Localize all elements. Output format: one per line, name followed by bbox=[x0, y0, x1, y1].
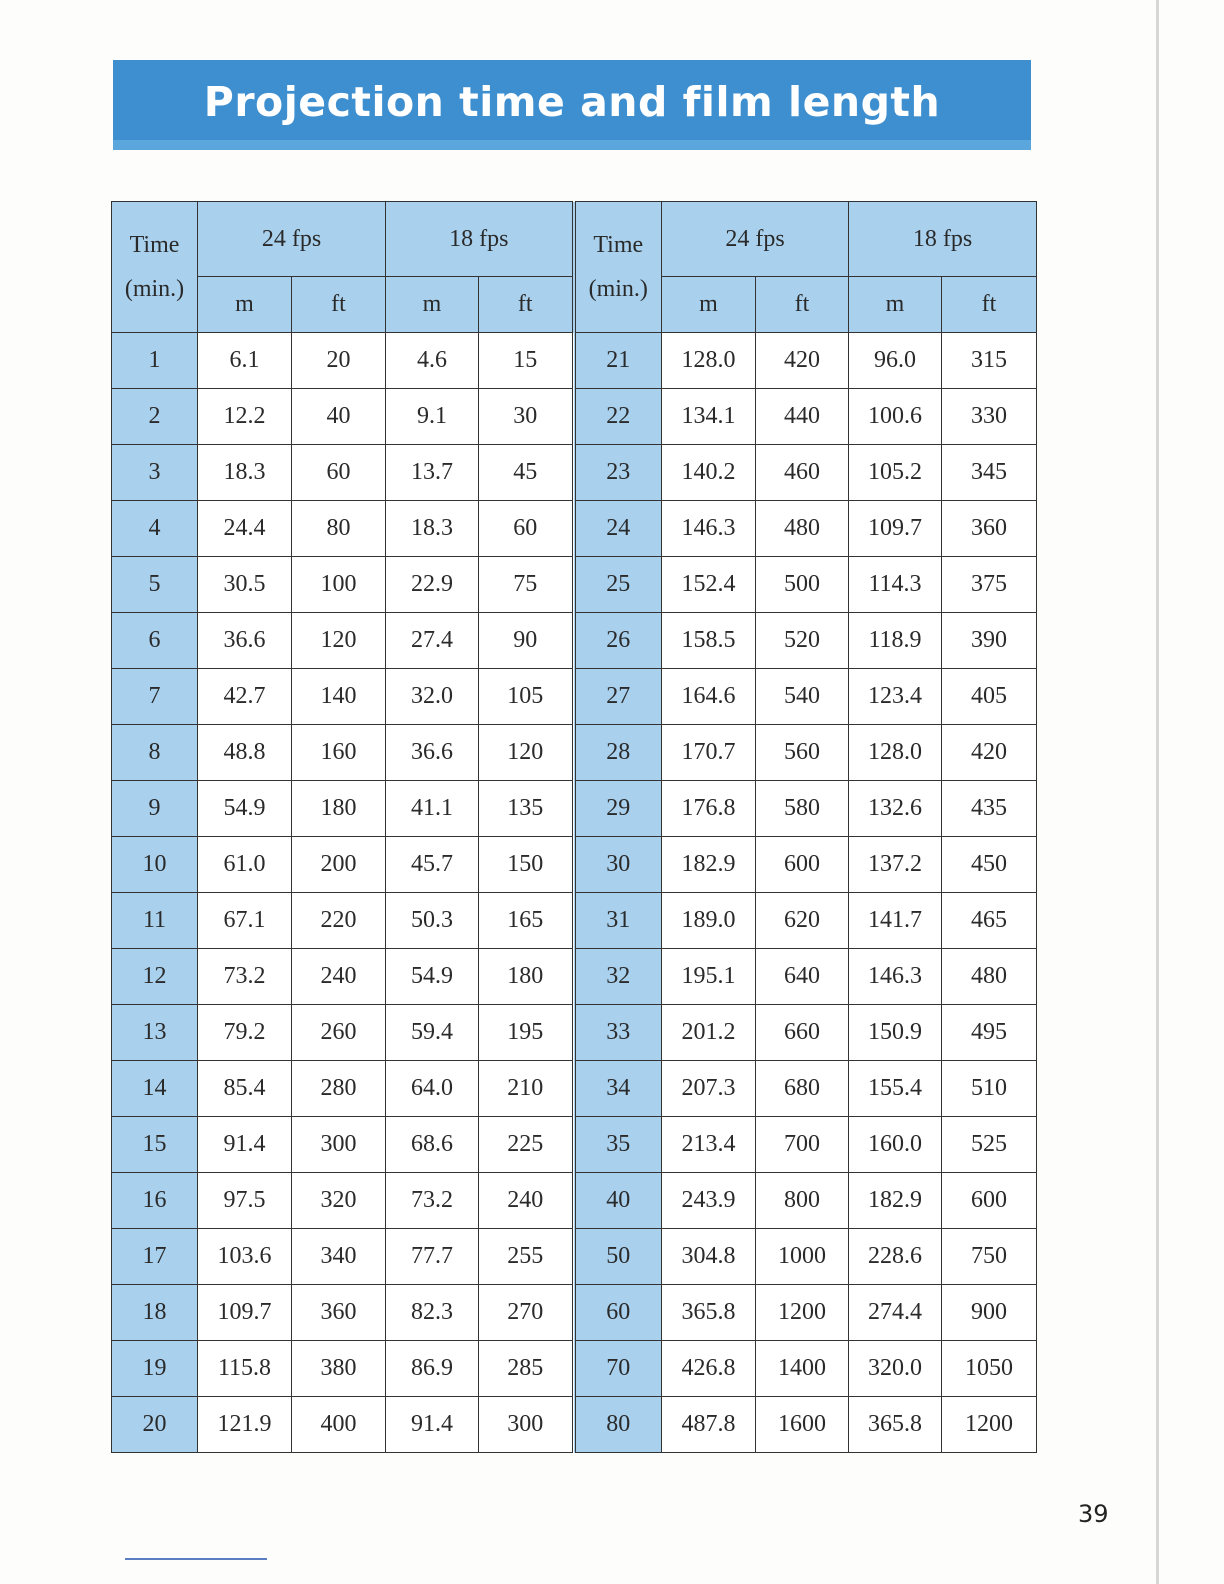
fps18-m-cell: 123.4 bbox=[849, 669, 942, 725]
fps24-ft-cell: 460 bbox=[756, 445, 849, 501]
fps24-ft-cell: 240 bbox=[292, 949, 386, 1005]
fps24-m-cell: 140.2 bbox=[662, 445, 756, 501]
fps18-ft-cell: 495 bbox=[942, 1005, 1037, 1061]
fps24-ft-cell: 260 bbox=[292, 1005, 386, 1061]
fps18-m-cell: 137.2 bbox=[849, 837, 942, 893]
page-edge bbox=[1156, 0, 1159, 1584]
fps24-m-cell: 85.4 bbox=[198, 1061, 292, 1117]
fps24-ft-cell: 660 bbox=[756, 1005, 849, 1061]
fps18-m-cell: 182.9 bbox=[849, 1173, 942, 1229]
fps24-ft-cell: 800 bbox=[756, 1173, 849, 1229]
time-cell: 17 bbox=[112, 1229, 198, 1285]
time-cell: 20 bbox=[112, 1397, 198, 1453]
table-row bbox=[112, 1285, 1037, 1341]
fps24-ft-cell: 1000 bbox=[756, 1229, 849, 1285]
table-row bbox=[112, 1061, 1037, 1117]
fps18-ft-cell: 345 bbox=[942, 445, 1037, 501]
fps18-m-cell: 105.2 bbox=[849, 445, 942, 501]
fps24-m-cell: 152.4 bbox=[662, 557, 756, 613]
fps24-m-cell: 97.5 bbox=[198, 1173, 292, 1229]
fps18-ft-cell: 300 bbox=[479, 1397, 574, 1453]
fps18-ft-cell: 180 bbox=[479, 949, 574, 1005]
fps18-ft-cell: 750 bbox=[942, 1229, 1037, 1285]
time-cell: 27 bbox=[574, 669, 662, 725]
fps24-m-cell: 18.3 bbox=[198, 445, 292, 501]
fps18-header-right: 18 fps bbox=[849, 202, 1037, 277]
fps18-ft-cell: 75 bbox=[479, 557, 574, 613]
table-row bbox=[112, 837, 1037, 893]
time-header-right bbox=[574, 202, 662, 333]
fps18-ft-cell: 600 bbox=[942, 1173, 1037, 1229]
fps24-m-cell: 103.6 bbox=[198, 1229, 292, 1285]
unit-m-header: m bbox=[662, 277, 756, 333]
fps24-m-cell: 121.9 bbox=[198, 1397, 292, 1453]
fps24-ft-cell: 200 bbox=[292, 837, 386, 893]
table-row bbox=[112, 1117, 1037, 1173]
fps18-m-cell: 274.4 bbox=[849, 1285, 942, 1341]
time-cell: 70 bbox=[574, 1341, 662, 1397]
fps24-m-cell: 164.6 bbox=[662, 669, 756, 725]
time-cell: 15 bbox=[112, 1117, 198, 1173]
fps24-m-cell: 48.8 bbox=[198, 725, 292, 781]
fps24-m-cell: 207.3 bbox=[662, 1061, 756, 1117]
fps24-ft-cell: 540 bbox=[756, 669, 849, 725]
fps18-ft-cell: 405 bbox=[942, 669, 1037, 725]
fps18-m-cell: 109.7 bbox=[849, 501, 942, 557]
time-cell: 31 bbox=[574, 893, 662, 949]
table-container bbox=[111, 201, 1037, 1453]
table-row bbox=[112, 893, 1037, 949]
table-row bbox=[112, 1005, 1037, 1061]
fps24-m-cell: 54.9 bbox=[198, 781, 292, 837]
time-cell: 21 bbox=[574, 333, 662, 389]
fps24-m-cell: 201.2 bbox=[662, 1005, 756, 1061]
fps18-ft-cell: 420 bbox=[942, 725, 1037, 781]
fps18-m-cell: 27.4 bbox=[386, 613, 479, 669]
fps24-m-cell: 36.6 bbox=[198, 613, 292, 669]
fps18-m-cell: 228.6 bbox=[849, 1229, 942, 1285]
fps18-ft-cell: 135 bbox=[479, 781, 574, 837]
time-label: Time bbox=[593, 231, 644, 258]
fps18-m-cell: 18.3 bbox=[386, 501, 479, 557]
fps24-m-cell: 365.8 bbox=[662, 1285, 756, 1341]
fps18-m-cell: 141.7 bbox=[849, 893, 942, 949]
fps24-m-cell: 426.8 bbox=[662, 1341, 756, 1397]
fps18-ft-cell: 60 bbox=[479, 501, 574, 557]
time-unit-label: (min.) bbox=[588, 276, 648, 302]
fps24-ft-cell: 500 bbox=[756, 557, 849, 613]
table-row bbox=[112, 1229, 1037, 1285]
fps18-ft-cell: 465 bbox=[942, 893, 1037, 949]
table-row bbox=[112, 781, 1037, 837]
time-cell: 35 bbox=[574, 1117, 662, 1173]
fps24-ft-cell: 360 bbox=[292, 1285, 386, 1341]
fps24-ft-cell: 420 bbox=[756, 333, 849, 389]
fps18-ft-cell: 195 bbox=[479, 1005, 574, 1061]
fps18-m-cell: 320.0 bbox=[849, 1341, 942, 1397]
table-row bbox=[112, 1341, 1037, 1397]
fps18-m-cell: 36.6 bbox=[386, 725, 479, 781]
time-cell: 4 bbox=[112, 501, 198, 557]
fps24-ft-cell: 180 bbox=[292, 781, 386, 837]
unit-ft-header: ft bbox=[942, 277, 1037, 333]
fps18-m-cell: 128.0 bbox=[849, 725, 942, 781]
fps24-ft-cell: 1400 bbox=[756, 1341, 849, 1397]
fps18-header-left: 18 fps bbox=[386, 202, 574, 277]
fps24-m-cell: 304.8 bbox=[662, 1229, 756, 1285]
fps18-ft-cell: 390 bbox=[942, 613, 1037, 669]
fps18-ft-cell: 270 bbox=[479, 1285, 574, 1341]
fps24-m-cell: 243.9 bbox=[662, 1173, 756, 1229]
table-row bbox=[112, 445, 1037, 501]
unit-m-header: m bbox=[386, 277, 479, 333]
fps24-m-cell: 61.0 bbox=[198, 837, 292, 893]
fps24-ft-cell: 20 bbox=[292, 333, 386, 389]
fps24-m-cell: 182.9 bbox=[662, 837, 756, 893]
fps24-m-cell: 146.3 bbox=[662, 501, 756, 557]
fps18-m-cell: 82.3 bbox=[386, 1285, 479, 1341]
fps18-m-cell: 146.3 bbox=[849, 949, 942, 1005]
fps18-m-cell: 13.7 bbox=[386, 445, 479, 501]
projection-table bbox=[111, 201, 1037, 1453]
unit-m-header: m bbox=[849, 277, 942, 333]
fps24-m-cell: 6.1 bbox=[198, 333, 292, 389]
fps24-ft-cell: 580 bbox=[756, 781, 849, 837]
table-row bbox=[112, 389, 1037, 445]
table-row bbox=[112, 1397, 1037, 1453]
time-cell: 2 bbox=[112, 389, 198, 445]
fps24-ft-cell: 60 bbox=[292, 445, 386, 501]
time-cell: 23 bbox=[574, 445, 662, 501]
fps24-ft-cell: 340 bbox=[292, 1229, 386, 1285]
fps24-ft-cell: 680 bbox=[756, 1061, 849, 1117]
time-cell: 33 bbox=[574, 1005, 662, 1061]
time-cell: 5 bbox=[112, 557, 198, 613]
fps18-m-cell: 22.9 bbox=[386, 557, 479, 613]
fps24-ft-cell: 320 bbox=[292, 1173, 386, 1229]
fps24-m-cell: 189.0 bbox=[662, 893, 756, 949]
fps24-m-cell: 158.5 bbox=[662, 613, 756, 669]
fps18-m-cell: 45.7 bbox=[386, 837, 479, 893]
fps24-ft-cell: 160 bbox=[292, 725, 386, 781]
fps18-m-cell: 50.3 bbox=[386, 893, 479, 949]
time-label: Time bbox=[129, 231, 180, 258]
time-cell: 8 bbox=[112, 725, 198, 781]
fps24-ft-cell: 640 bbox=[756, 949, 849, 1005]
fps24-ft-cell: 140 bbox=[292, 669, 386, 725]
fps24-ft-cell: 40 bbox=[292, 389, 386, 445]
time-cell: 13 bbox=[112, 1005, 198, 1061]
fps24-m-cell: 79.2 bbox=[198, 1005, 292, 1061]
fps18-m-cell: 73.2 bbox=[386, 1173, 479, 1229]
fps18-m-cell: 4.6 bbox=[386, 333, 479, 389]
fps18-m-cell: 150.9 bbox=[849, 1005, 942, 1061]
fps18-m-cell: 9.1 bbox=[386, 389, 479, 445]
unit-ft-header: ft bbox=[292, 277, 386, 333]
time-cell: 24 bbox=[574, 501, 662, 557]
fps24-ft-cell: 700 bbox=[756, 1117, 849, 1173]
time-cell: 18 bbox=[112, 1285, 198, 1341]
time-cell: 14 bbox=[112, 1061, 198, 1117]
fps24-ft-cell: 120 bbox=[292, 613, 386, 669]
fps24-m-cell: 67.1 bbox=[198, 893, 292, 949]
fps18-m-cell: 91.4 bbox=[386, 1397, 479, 1453]
fps24-ft-cell: 300 bbox=[292, 1117, 386, 1173]
fps24-m-cell: 487.8 bbox=[662, 1397, 756, 1453]
fps18-m-cell: 365.8 bbox=[849, 1397, 942, 1453]
fps18-m-cell: 96.0 bbox=[849, 333, 942, 389]
page-title: Projection time and film length bbox=[203, 78, 941, 126]
fps18-ft-cell: 120 bbox=[479, 725, 574, 781]
table-row bbox=[112, 949, 1037, 1005]
fps18-m-cell: 132.6 bbox=[849, 781, 942, 837]
fps18-m-cell: 155.4 bbox=[849, 1061, 942, 1117]
fps24-m-cell: 91.4 bbox=[198, 1117, 292, 1173]
time-cell: 22 bbox=[574, 389, 662, 445]
fps18-ft-cell: 525 bbox=[942, 1117, 1037, 1173]
unit-ft-header: ft bbox=[756, 277, 849, 333]
fps24-ft-cell: 1600 bbox=[756, 1397, 849, 1453]
fps18-ft-cell: 330 bbox=[942, 389, 1037, 445]
fps18-ft-cell: 435 bbox=[942, 781, 1037, 837]
time-cell: 30 bbox=[574, 837, 662, 893]
time-cell: 1 bbox=[112, 333, 198, 389]
time-cell: 10 bbox=[112, 837, 198, 893]
time-cell: 80 bbox=[574, 1397, 662, 1453]
fps24-ft-cell: 480 bbox=[756, 501, 849, 557]
time-unit-label: (min.) bbox=[124, 276, 185, 302]
table-row bbox=[112, 557, 1037, 613]
time-cell: 40 bbox=[574, 1173, 662, 1229]
fps24-ft-cell: 220 bbox=[292, 893, 386, 949]
time-cell: 11 bbox=[112, 893, 198, 949]
fps24-ft-cell: 440 bbox=[756, 389, 849, 445]
table-row bbox=[112, 669, 1037, 725]
unit-ft-header: ft bbox=[479, 277, 574, 333]
fps18-ft-cell: 285 bbox=[479, 1341, 574, 1397]
fps24-m-cell: 42.7 bbox=[198, 669, 292, 725]
fps24-ft-cell: 560 bbox=[756, 725, 849, 781]
fps18-m-cell: 68.6 bbox=[386, 1117, 479, 1173]
table-row bbox=[112, 333, 1037, 389]
fps18-ft-cell: 15 bbox=[479, 333, 574, 389]
fps24-m-cell: 134.1 bbox=[662, 389, 756, 445]
fps24-ft-cell: 620 bbox=[756, 893, 849, 949]
fps18-ft-cell: 255 bbox=[479, 1229, 574, 1285]
fps24-header-left: 24 fps bbox=[198, 202, 386, 277]
fps18-ft-cell: 375 bbox=[942, 557, 1037, 613]
time-cell: 26 bbox=[574, 613, 662, 669]
footer-rule bbox=[125, 1558, 267, 1560]
fps24-m-cell: 213.4 bbox=[662, 1117, 756, 1173]
fps18-ft-cell: 315 bbox=[942, 333, 1037, 389]
time-cell: 60 bbox=[574, 1285, 662, 1341]
fps18-m-cell: 114.3 bbox=[849, 557, 942, 613]
table-row bbox=[112, 613, 1037, 669]
fps24-ft-cell: 80 bbox=[292, 501, 386, 557]
time-cell: 16 bbox=[112, 1173, 198, 1229]
time-cell: 9 bbox=[112, 781, 198, 837]
fps18-ft-cell: 210 bbox=[479, 1061, 574, 1117]
time-cell: 6 bbox=[112, 613, 198, 669]
fps18-m-cell: 64.0 bbox=[386, 1061, 479, 1117]
fps24-m-cell: 24.4 bbox=[198, 501, 292, 557]
header-row bbox=[112, 202, 1037, 277]
time-cell: 3 bbox=[112, 445, 198, 501]
fps24-ft-cell: 600 bbox=[756, 837, 849, 893]
time-cell: 25 bbox=[574, 557, 662, 613]
fps18-ft-cell: 45 bbox=[479, 445, 574, 501]
fps24-m-cell: 115.8 bbox=[198, 1341, 292, 1397]
table-row bbox=[112, 501, 1037, 557]
fps24-ft-cell: 280 bbox=[292, 1061, 386, 1117]
fps24-m-cell: 12.2 bbox=[198, 389, 292, 445]
fps18-ft-cell: 1050 bbox=[942, 1341, 1037, 1397]
fps18-m-cell: 59.4 bbox=[386, 1005, 479, 1061]
table-row bbox=[112, 1173, 1037, 1229]
fps24-ft-cell: 520 bbox=[756, 613, 849, 669]
page-number: 39 bbox=[1078, 1500, 1109, 1528]
fps18-ft-cell: 510 bbox=[942, 1061, 1037, 1117]
fps24-ft-cell: 1200 bbox=[756, 1285, 849, 1341]
fps18-m-cell: 118.9 bbox=[849, 613, 942, 669]
fps24-m-cell: 109.7 bbox=[198, 1285, 292, 1341]
fps18-ft-cell: 105 bbox=[479, 669, 574, 725]
fps18-ft-cell: 165 bbox=[479, 893, 574, 949]
time-cell: 28 bbox=[574, 725, 662, 781]
fps18-ft-cell: 30 bbox=[479, 389, 574, 445]
unit-m-header: m bbox=[198, 277, 292, 333]
fps18-m-cell: 54.9 bbox=[386, 949, 479, 1005]
fps24-m-cell: 170.7 bbox=[662, 725, 756, 781]
fps18-ft-cell: 225 bbox=[479, 1117, 574, 1173]
fps24-m-cell: 195.1 bbox=[662, 949, 756, 1005]
fps18-ft-cell: 240 bbox=[479, 1173, 574, 1229]
fps24-m-cell: 30.5 bbox=[198, 557, 292, 613]
fps18-ft-cell: 450 bbox=[942, 837, 1037, 893]
time-header-left bbox=[112, 202, 198, 333]
fps18-m-cell: 100.6 bbox=[849, 389, 942, 445]
fps24-m-cell: 128.0 bbox=[662, 333, 756, 389]
time-cell: 12 bbox=[112, 949, 198, 1005]
time-cell: 19 bbox=[112, 1341, 198, 1397]
fps24-m-cell: 176.8 bbox=[662, 781, 756, 837]
fps18-m-cell: 86.9 bbox=[386, 1341, 479, 1397]
time-cell: 50 bbox=[574, 1229, 662, 1285]
fps24-m-cell: 73.2 bbox=[198, 949, 292, 1005]
fps24-ft-cell: 100 bbox=[292, 557, 386, 613]
time-cell: 29 bbox=[574, 781, 662, 837]
fps18-ft-cell: 900 bbox=[942, 1285, 1037, 1341]
fps18-m-cell: 160.0 bbox=[849, 1117, 942, 1173]
fps18-ft-cell: 150 bbox=[479, 837, 574, 893]
time-cell: 7 bbox=[112, 669, 198, 725]
table-row bbox=[112, 725, 1037, 781]
title-banner bbox=[113, 60, 1031, 150]
fps24-ft-cell: 400 bbox=[292, 1397, 386, 1453]
fps18-ft-cell: 360 bbox=[942, 501, 1037, 557]
fps24-header-right: 24 fps bbox=[662, 202, 849, 277]
time-cell: 32 bbox=[574, 949, 662, 1005]
fps24-ft-cell: 380 bbox=[292, 1341, 386, 1397]
fps18-m-cell: 32.0 bbox=[386, 669, 479, 725]
table-body bbox=[112, 333, 1037, 1453]
time-cell: 34 bbox=[574, 1061, 662, 1117]
fps18-m-cell: 41.1 bbox=[386, 781, 479, 837]
fps18-ft-cell: 90 bbox=[479, 613, 574, 669]
fps18-m-cell: 77.7 bbox=[386, 1229, 479, 1285]
fps18-ft-cell: 480 bbox=[942, 949, 1037, 1005]
fps18-ft-cell: 1200 bbox=[942, 1397, 1037, 1453]
